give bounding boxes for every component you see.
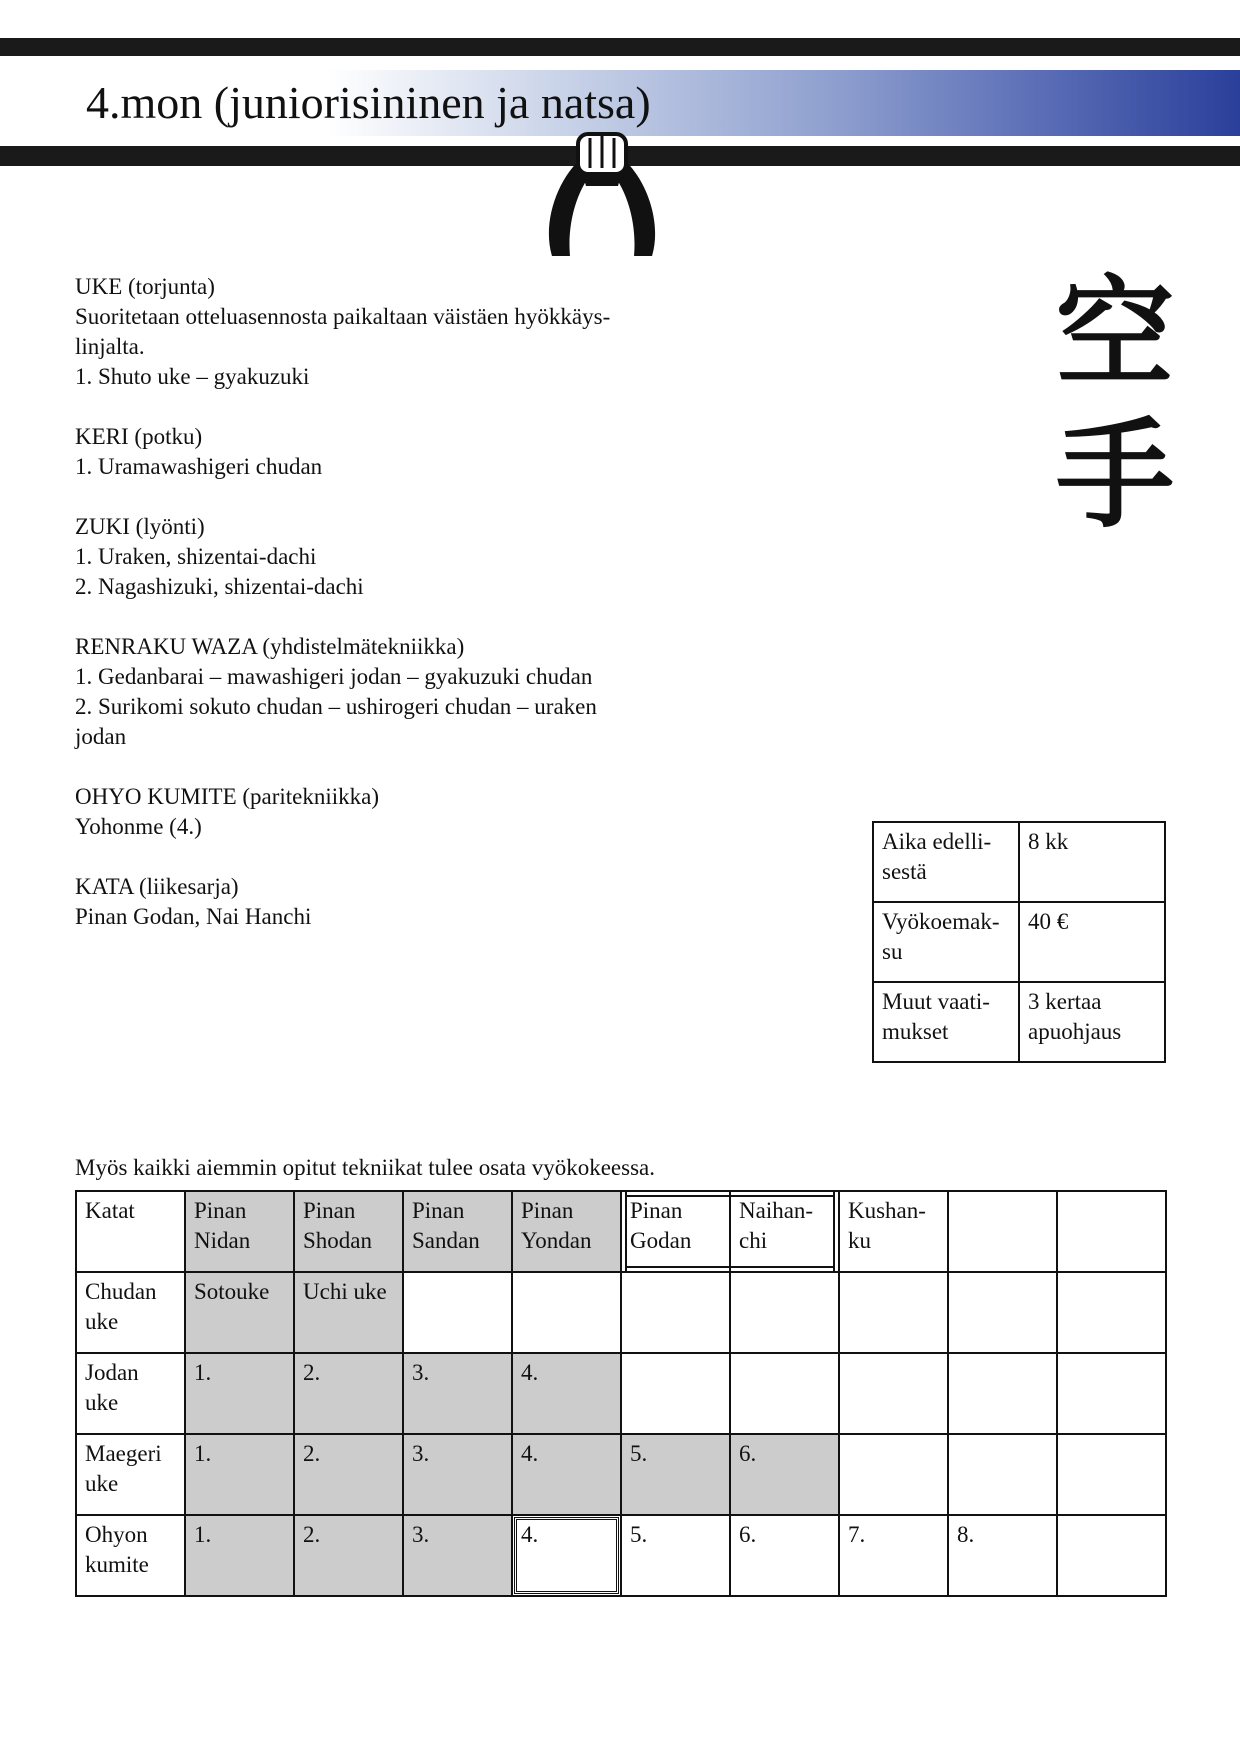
table-cell: 6. [730,1515,839,1596]
table-cell: 7. [839,1515,948,1596]
table-cell: Uchi uke [294,1272,403,1353]
table-cell: Jodan uke [76,1353,185,1434]
table-cell-current: 4. [512,1515,621,1596]
table-cell [1057,1353,1166,1434]
requirement-label: Aika edelli- sestä [873,822,1019,902]
section-line: 2. Surikomi sokuto chudan – ushirogeri chudan – uraken [75,694,597,719]
table-cell: 3. [403,1515,512,1596]
table-header-row [76,1191,1166,1272]
table-cell: 6. [730,1434,839,1515]
table-cell [948,1353,1057,1434]
section-ohyo-kumite [75,782,675,842]
table-cell [1057,1434,1166,1515]
table-header-cell: Pinan Yondan [512,1191,621,1272]
section-zuki [75,512,675,602]
requirement-label: Muut vaati- mukset [873,982,1019,1062]
requirement-value: 8 kk [1019,822,1165,902]
table-header-cell: Naihan- chi [730,1191,839,1272]
karate-kanji-icon [1050,262,1180,546]
header-bar-top [0,38,1240,56]
table-cell: Maegeri uke [76,1434,185,1515]
table-header-cell: Katat [76,1191,185,1272]
table-cell: 5. [621,1515,730,1596]
table-row [873,902,1165,982]
table-cell [1057,1272,1166,1353]
section-line: 2. Nagashizuki, shizentai-dachi [75,574,364,599]
table-cell: Sotouke [185,1272,294,1353]
table-cell: 4. [512,1434,621,1515]
section-kata [75,872,675,932]
table-cell: 2. [294,1515,403,1596]
table-cell: 4. [512,1353,621,1434]
table-cell: 8. [948,1515,1057,1596]
section-line: Yohonme (4.) [75,814,202,839]
table-cell [621,1353,730,1434]
section-heading: OHYO KUMITE (paritekniikka) [75,784,380,809]
section-heading: ZUKI (lyönti) [75,514,205,539]
table-cell [730,1272,839,1353]
requirements-table [872,821,1166,1063]
table-cell [403,1272,512,1353]
table-cell: Ohyon kumite [76,1515,185,1596]
section-line: Suoritetaan otteluasennosta paikaltaan väistäen hyökkäys- [75,304,611,329]
section-line: 1. Uraken, shizentai-dachi [75,544,317,569]
fist-belt-icon [522,128,682,258]
table-header-cell: Pinan Sandan [403,1191,512,1272]
table-cell: 3. [403,1353,512,1434]
page-title: 4.mon (juniorisininen ja natsa) [86,77,651,128]
table-cell [839,1434,948,1515]
section-line: 1. Shuto uke – gyakuzuki [75,364,310,389]
table-row [76,1353,1166,1434]
section-heading: KERI (potku) [75,424,203,449]
table-cell: Chudan uke [76,1272,185,1353]
kata-table [75,1190,1167,1597]
table-cell [839,1272,948,1353]
table-cell [839,1353,948,1434]
table-row [76,1272,1166,1353]
table-row [873,982,1165,1062]
kanji-te: 手 [1055,406,1174,544]
table-cell [948,1434,1057,1515]
kanji-kara: 空 [1055,264,1174,402]
section-uke [75,272,675,392]
section-renraku-waza [75,632,675,752]
table-header-cell: Pinan Godan [621,1191,730,1272]
table-row [76,1515,1166,1596]
requirement-label: Vyökoemak- su [873,902,1019,982]
section-heading: KATA (liikesarja) [75,874,239,899]
table-header-cell: Pinan Shodan [294,1191,403,1272]
table-cell: 5. [621,1434,730,1515]
table-row [76,1434,1166,1515]
table-header-cell: Kushan- ku [839,1191,948,1272]
table-cell [730,1353,839,1434]
section-heading: RENRAKU WAZA (yhdistelmätekniikka) [75,634,465,659]
table-row [873,822,1165,902]
table-cell: 2. [294,1434,403,1515]
table-cell: 1. [185,1353,294,1434]
requirement-value: 40 € [1019,902,1165,982]
section-line: Pinan Godan, Nai Hanchi [75,904,312,929]
requirement-value: 3 kertaa apuohjaus [1019,982,1165,1062]
section-line: 1. Gedanbarai – mawashigeri jodan – gyakuzuki chudan [75,664,593,689]
technique-list [75,272,675,962]
table-cell [512,1272,621,1353]
table-header-cell [1057,1191,1166,1272]
section-heading: UKE (torjunta) [75,274,215,299]
exam-note: Myös kaikki aiemmin opitut tekniikat tulee osata vyökokeessa. [75,1155,655,1180]
section-keri [75,422,675,482]
table-cell [948,1272,1057,1353]
table-cell [621,1272,730,1353]
table-header-cell [948,1191,1057,1272]
table-header-cell: Pinan Nidan [185,1191,294,1272]
section-line: 1. Uramawashigeri chudan [75,454,323,479]
table-cell: 1. [185,1515,294,1596]
section-line: jodan [75,724,127,749]
table-cell: 3. [403,1434,512,1515]
table-cell: 1. [185,1434,294,1515]
table-cell: 2. [294,1353,403,1434]
table-cell [1057,1515,1166,1596]
section-line: linjalta. [75,334,145,359]
